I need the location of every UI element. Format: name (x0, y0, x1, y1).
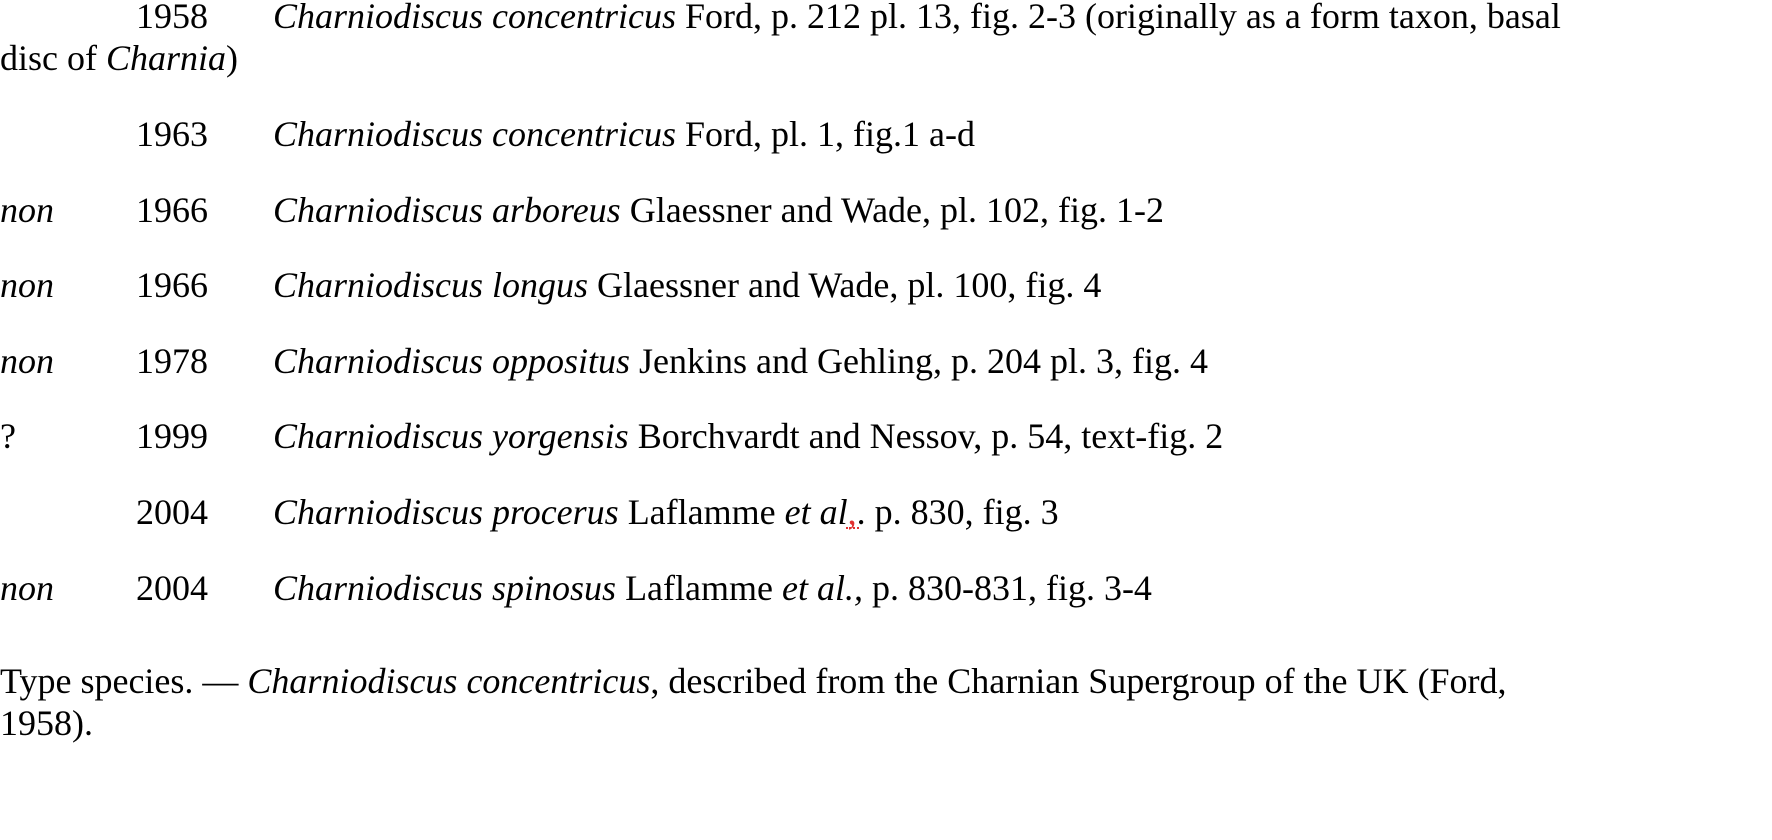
entry-year: 1999 (136, 416, 208, 456)
et-al-text: et al., (781, 568, 863, 608)
type-species-paragraph (0, 659, 1772, 703)
taxon-name: Charniodiscus yorgensis (273, 416, 629, 456)
entry-prefix: non (0, 190, 54, 230)
taxon-name: Charniodiscus concentricus (273, 114, 676, 154)
type-species-label: Type species. — (0, 661, 248, 701)
synonymy-entry (0, 566, 1772, 610)
citation-text: p. 830-831, fig. 3-4 (862, 568, 1152, 608)
citation-text: Glaessner and Wade, pl. 102, fig. 1-2 (620, 190, 1165, 230)
author-text: Laflamme (618, 492, 785, 532)
citation-text: Ford, p. 212 pl. 13, fig. 2-3 (originally as a form taxon, basal (675, 0, 1561, 36)
entry-year: 1978 (136, 341, 208, 381)
type-species-text: , described from the Charnian Supergroup of the UK (Ford, (650, 661, 1507, 701)
citation-text: Jenkins and Gehling, p. 204 pl. 3, fig. 4 (630, 341, 1208, 381)
type-species-taxon: Charniodiscus concentricus (247, 661, 651, 701)
entry-year: 2004 (136, 568, 208, 608)
taxon-name: Charniodiscus longus (273, 265, 589, 305)
synonymy-entry (0, 112, 1772, 156)
synonymy-entry (0, 339, 1772, 383)
entry-citation (273, 112, 975, 156)
entry-year: 1966 (136, 265, 208, 305)
continuation-text: ) (226, 38, 239, 78)
entry-citation (273, 490, 1059, 534)
entry-citation (273, 414, 1223, 458)
taxon-name: Charniodiscus spinosus (273, 568, 617, 608)
spellcheck-flagged-punctuation: , (847, 492, 857, 532)
citation-text: Borchvardt and Nessov, p. 54, text-fig. 2 (628, 416, 1224, 456)
synonymy-entry (0, 490, 1772, 534)
entry-year: 1963 (136, 114, 208, 154)
citation-text: Ford, pl. 1, fig.1 a-d (675, 114, 975, 154)
entry-prefix: non (0, 568, 54, 608)
synonymy-entry (0, 414, 1772, 458)
citation-text: . p. 830, fig. 3 (856, 492, 1059, 532)
entry-year: 1958 (136, 0, 208, 36)
type-species-continuation (0, 701, 1772, 745)
genus-name: Charnia (105, 38, 227, 78)
entry-prefix: ? (0, 416, 16, 456)
synonymy-entry (0, 0, 1772, 38)
entry-prefix: non (0, 265, 54, 305)
synonymy-entry-continuation (0, 36, 1772, 80)
entry-prefix: non (0, 341, 54, 381)
entry-citation (273, 0, 1561, 38)
entry-citation (273, 263, 1101, 307)
taxon-name: Charniodiscus concentricus (273, 0, 676, 36)
taxon-name: Charniodiscus oppositus (273, 341, 631, 381)
entry-citation (273, 188, 1164, 232)
continuation-text: disc of (0, 38, 106, 78)
synonymy-entry (0, 263, 1772, 307)
synonymy-entry (0, 188, 1772, 232)
author-text: Laflamme (616, 568, 782, 608)
citation-text: Glaessner and Wade, pl. 100, fig. 4 (588, 265, 1102, 305)
type-species-text: 1958). (0, 703, 93, 743)
entry-year: 2004 (136, 492, 208, 532)
et-al-text: et al (784, 492, 848, 532)
taxon-name: Charniodiscus arboreus (273, 190, 621, 230)
entry-citation (273, 566, 1152, 610)
entry-year: 1966 (136, 190, 208, 230)
entry-citation (273, 339, 1208, 383)
taxon-name: Charniodiscus procerus (273, 492, 619, 532)
